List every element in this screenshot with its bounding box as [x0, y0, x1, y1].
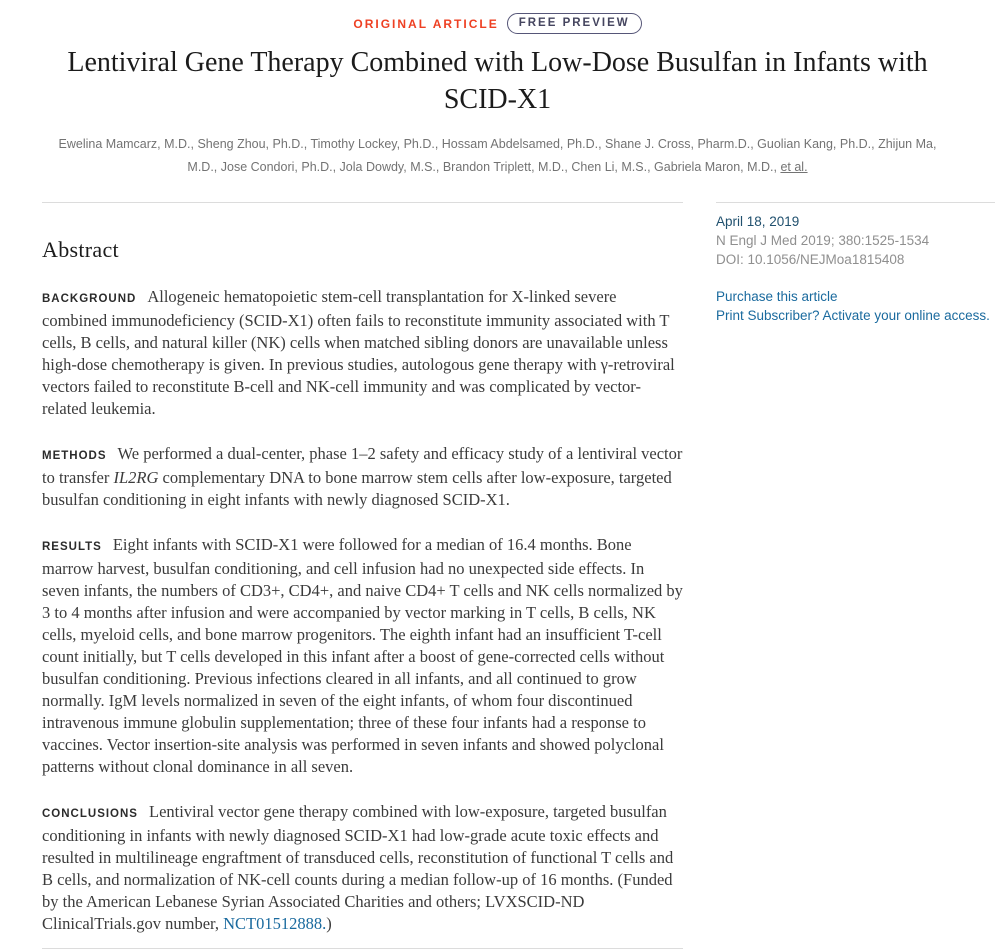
article-info-sidebar [716, 203, 995, 325]
methods-label: METHODS [42, 450, 107, 463]
authors-line [55, 133, 940, 179]
abstract-conclusions [42, 801, 683, 935]
journal-citation: N Engl J Med 2019; 380:1525-1534 [716, 233, 930, 249]
results-label: RESULTS [42, 541, 102, 554]
article-category-label: ORIGINAL ARTICLE [353, 16, 499, 31]
abstract-column [42, 203, 683, 949]
conclusions-label: CONCLUSIONS [42, 808, 138, 821]
abstract-results [42, 534, 683, 778]
free-preview-badge: FREE PREVIEW [507, 13, 642, 34]
content-area [0, 203, 995, 949]
activate-access-link[interactable]: Print Subscriber? Activate your online access. [716, 308, 990, 324]
doi: DOI: 10.1056/NEJMoa1815408 [716, 252, 905, 268]
publication-date: April 18, 2019 [716, 214, 800, 230]
conclusions-text-pre: Lentiviral vector gene therapy combined with low-exposure, targeted busulfan conditioning in infants with newly diagnosed SCID-X1 had low-grade acute toxic effects and resulted in multilineage engraftment of transduced cells, reconstitution of functional T cells and B cells, and normalization of NK-cell counts during a median follow-up of 16 months. (Funded by the American Lebanese Syrian Associated Charities and others; LVXSCID-ND ClinicalTrials.gov number, [42, 802, 674, 934]
eyebrow [0, 13, 995, 34]
gene-symbol: IL2RG [113, 468, 159, 488]
abstract-methods [42, 443, 683, 511]
et-al-link[interactable]: et al. [780, 160, 808, 175]
abstract-heading: Abstract [42, 237, 119, 263]
clinical-trials-link[interactable]: NCT01512888. [223, 914, 327, 934]
results-text: Eight infants with SCID-X1 were followed for a median of 16.4 months. Bone marrow harvest, busulfan conditioning, and cell infusion had no unexpected side effects. In seven infants, the numbers of CD3+, CD4+, and naive CD4+ T cells and NK cells normalized by 3 to 4 months after infusion and were accompanied by vector marking in T cells, B cells, NK cells, myeloid cells, and bone marrow progenitors. The eighth infant had an insufficient T-cell count initially, but T cells developed in this infant after a boost of gene-corrected cells without busulfan conditioning. Previous infections cleared in all infants, and all continued to grow normally. IgM levels normalized in seven of the eight infants, of whom four discontinued intravenous immune globulin supplementation; three of these four infants had a response to vaccines. Vector insertion-site analysis was performed in seven infants and showed polyclonal patterns without clonal dominance in all seven. [42, 535, 683, 777]
abstract-background [42, 286, 683, 420]
authors-list: Ewelina Mamcarz, M.D., Sheng Zhou, Ph.D., Timothy Lockey, Ph.D., Hossam Abdelsamed, Ph.D., Shane J. Cross, Pharm.D., Guolian Kang, Ph.D., Zhijun Ma, M.D., Jose Condori, Ph.D., Jola Dowdy, M.S., Brandon Triplett, M.D., Chen Li, M.S., Gabriela Maron, M.D., [58, 136, 937, 175]
background-text: Allogeneic hematopoietic stem-cell transplantation for X-linked severe combined immunodeficiency (SCID-X1) often fails to reconstitute immunity associated with T cells, B cells, and natural killer (NK) cells when matched sibling donors are unavailable unless high-dose chemotherapy is given. In previous studies, autologous gene therapy with γ-retroviral vectors failed to reconstitute B-cell and NK-cell immunity and was complicated by vector-related leukemia. [42, 287, 675, 419]
methods-text-post: complementary DNA to bone marrow stem cells after low-exposure, targeted busulfan conditioning in eight infants with newly diagnosed SCID-X1. [42, 468, 672, 510]
purchase-article-link[interactable]: Purchase this article [716, 289, 838, 305]
page-title: Lentiviral Gene Therapy Combined with Low-Dose Busulfan in Infants with SCID-X1 [67, 47, 928, 115]
conclusions-text-post: ) [326, 914, 332, 934]
sidebar-links [716, 287, 995, 325]
background-label: BACKGROUND [42, 293, 137, 306]
methods-text-pre: We performed a dual-center, phase 1–2 safety and efficacy study of a lentiviral vector to transfer [42, 444, 683, 488]
